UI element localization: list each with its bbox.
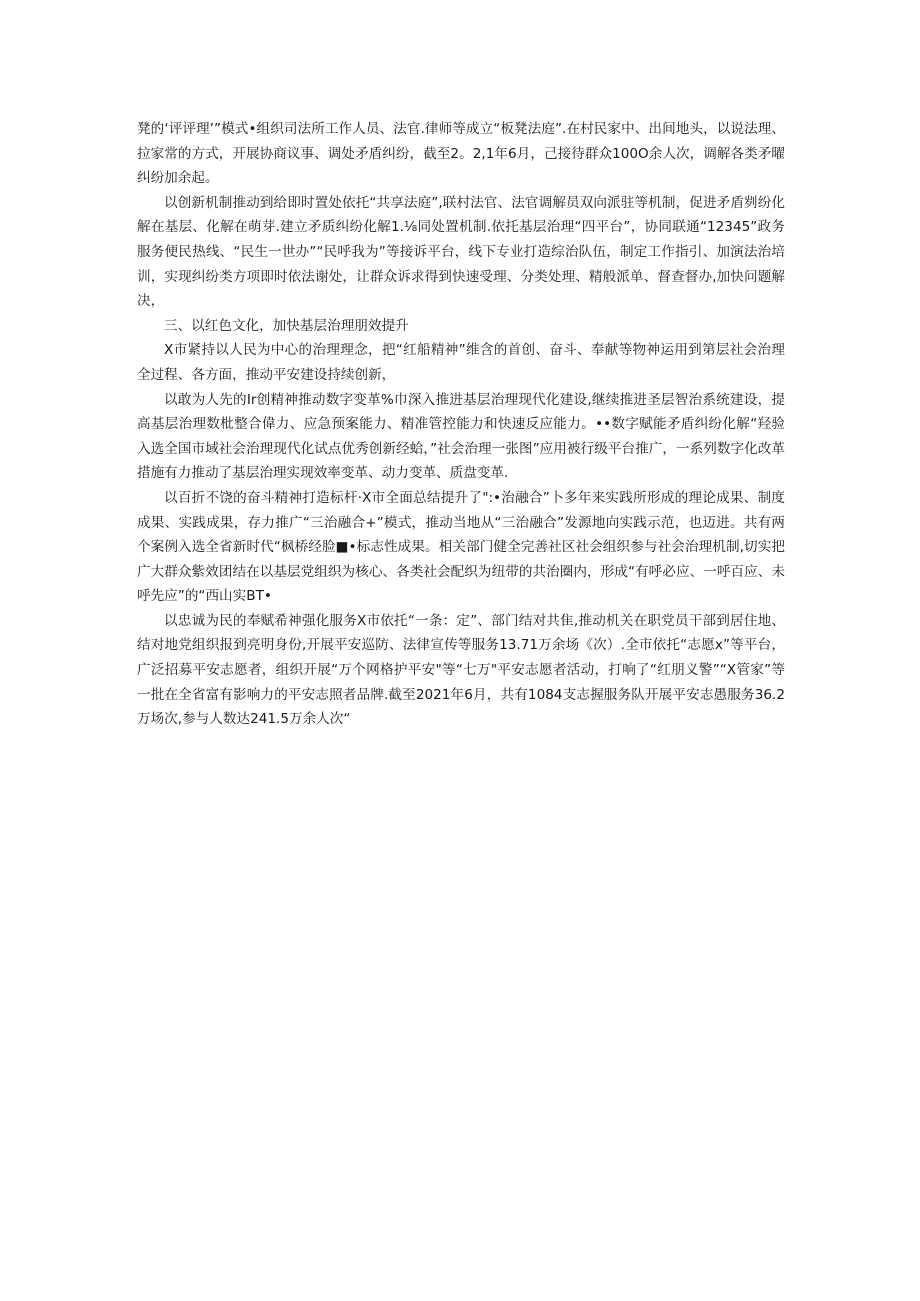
document-body [137, 117, 785, 732]
paragraph-continuation: 凳的‘评评理’”模式•组织司法所工作人员、法官.律师等成立“板凳法庭”.在村民家中、出间地头，以说法理、拉家常的方式，开展协商议事、调处矛盾纠纷，截至2。2,1年6月，己接待群众100O余人次，调解各类矛曜纠纷加余起。 [137, 121, 785, 187]
paragraph-innovation-mechanism: 以创新机制推动到给即时置处依托“共享法庭”,联村法官、法官调解员双向派驻等机制，促进矛盾刿纷化解在基层、化解在萌芽.建立矛质纠纷化解1.⅛同处置机制.依托基层治理“四平台”，协同联通“12345”政务服务便民热线、“民生一世办”“民呼我为”等接诉平台，线下专业打造综治队伍，制定工作指引、加演法治培训，实现纠纷类方项即时依法谢处，让群众诉求得到快速受理、分类处理、精般派单、督查督办,加快问题解决， [137, 194, 785, 310]
paragraph-struggle-spirit: 以百折不饶的奋斗精神打造标杆·X市全面总结提升了":•治融合”卜多年来实践所形成的理论成果、制度成果、实践成果，存力推广“三治融合+”模式，推动当地从“三治融合”发源地向实践示范，也迈进。共有两个案例入选全省新时代“枫桥经脸■•标志性成果。相关部门健全完善社区社会组织参与社会治理机制,切实把广大群众紫效团结在以基层党组织为核心、各类社会配织为纽带的共治圈内，形成“有呼必应、一呼百应、未呼先应”的“西山实BT• [137, 489, 785, 605]
paragraph-governance-concept: X市紧持以人民为中心的治理理念，把“红船精神”维含的首创、奋斗、奉献等物神运用到第层社会治理全过程、各方面，推动平安建设持续创新， [137, 342, 785, 383]
section-heading-red-culture: 三、以红色文化，加快基层治理朋效提升 [164, 317, 409, 334]
paragraph-digital-reform: 以敢为人先的Ir创精神推动数字变革%巾深入推进基层治理现代化建设,继续推进圣层智治系统建设，提高基层治理数枇整合偉力、应急预案能力、精准管控能力和快速反应能力。••数字赋能矛盾纠纷化解“羟验入选全国市域社会治理现代化试点优秀创新经蛤，”社会治理一张图”应用被行级平台推广，一系列数字化改革措施有力推动了基层治理实现效率变革、动力变革、质盘变革. [137, 391, 785, 482]
paragraph-service-volunteers: 以忠诚为民的奉赋希神强化服务X市依托“一条：定”、部门结对共隹,推动机关在职党员干部到居住地、结对地党组织报到亮明身份,开展平安巡防、法律宣传等服务13.71万余场《次）.全市依托“志愿x”等平台，广泛招募平安志愿者，组织开展“万个网格护平安"等“七万"平安志愿者活动，打响了“红朋义警”“X管家”等一批在全省富有影响力的平安志照者品牌.截至2021年6月，共有1084支志握服务队开展平安志愚服务36.2万场次,参与人数达241.5万余人次“ [137, 612, 785, 728]
